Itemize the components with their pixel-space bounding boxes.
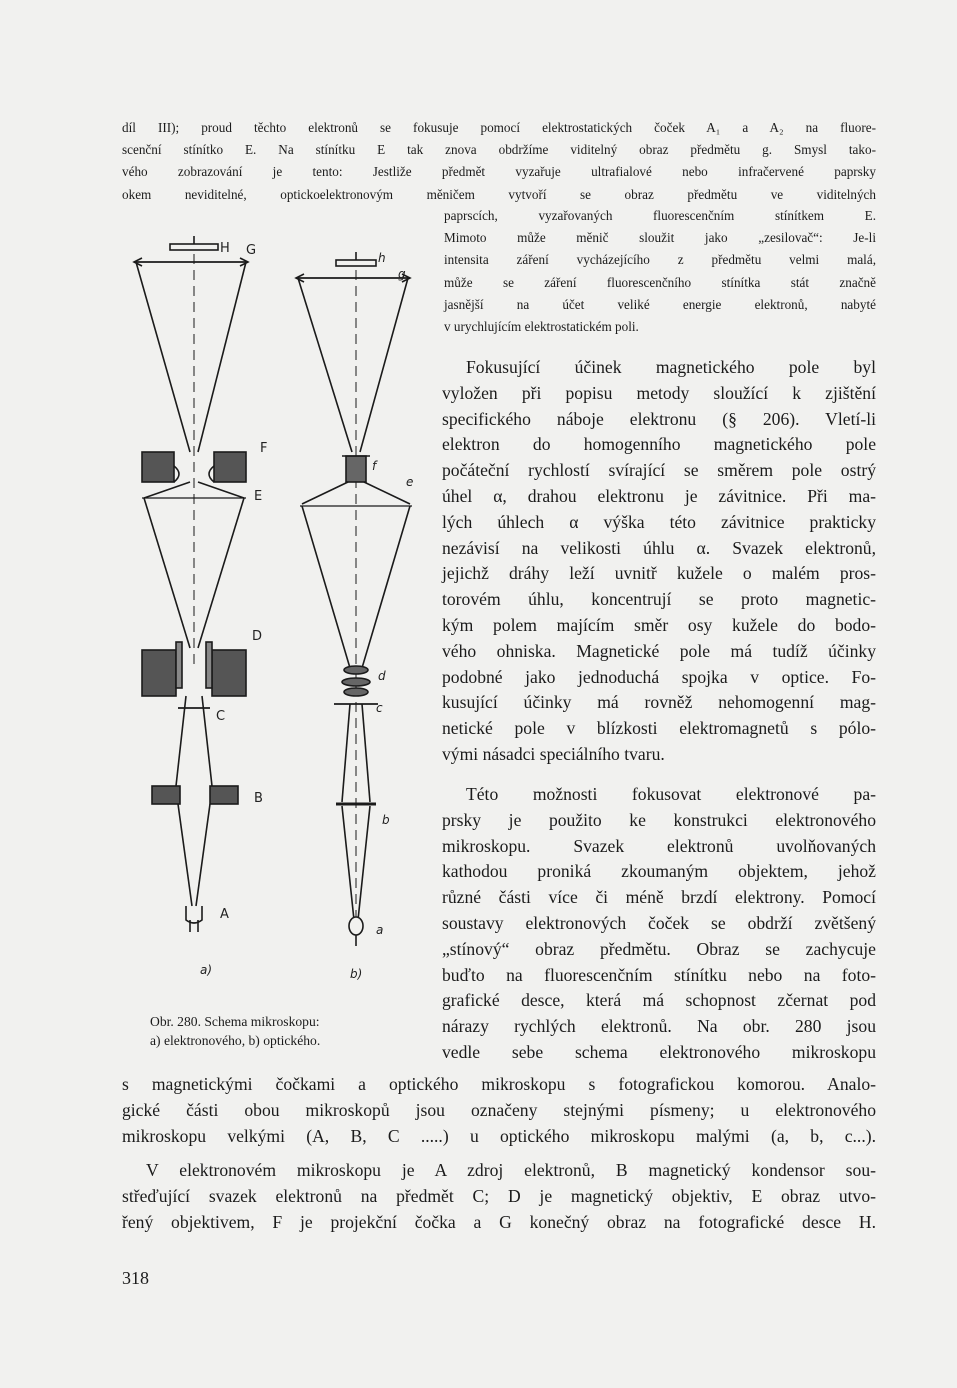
text-line: kým polem majícím směr osy kužele do bodo- <box>442 614 876 635</box>
label-c: c <box>376 701 383 715</box>
objective-lens-D <box>142 642 246 696</box>
label-B: B <box>254 791 263 806</box>
text-line: Mimoto může měnič sloužit jako „zesilovač“: Je-li <box>444 230 876 246</box>
label-e: e <box>406 475 414 489</box>
objective-d <box>342 666 370 696</box>
text-line: v urychlujícím elektrostatickém poli. <box>444 319 639 335</box>
figure-caption <box>150 1012 410 1050</box>
label-subfigure-b: b) <box>350 967 363 981</box>
text-line: jejichž dráhy leží uvnitř kužele o malém pros- <box>442 563 876 584</box>
text-line: může se záření fluorescenčního stínítka stát značně <box>444 274 876 290</box>
label-b: b <box>382 813 390 827</box>
label-C: C <box>216 709 226 724</box>
condenser-B <box>152 786 238 804</box>
text-line: torovém úhlu, koncentrují se proto magnetic- <box>442 589 876 610</box>
text-line: podobné jako jednoduchá spojka v optice. Fo- <box>442 666 876 687</box>
text-line: lých úhlech α výška této závitnice prakticky <box>442 511 876 532</box>
label-A: A <box>220 907 229 922</box>
text-line: řený objektivem, F je projekční čočka a G konečný obraz na fotografické desce H. <box>122 1211 876 1232</box>
text-line: elektron do homogenního magnetického pole <box>442 434 876 455</box>
text-line: kusující účinky má rovněž nehomogenní mag- <box>442 692 876 713</box>
text-line: intensita záření vycházejícího z předmětu velmi malá, <box>444 252 876 268</box>
label-h: h <box>378 251 386 265</box>
text-line: prsky je použito ke konstrukci elektronového <box>442 809 876 830</box>
eyepiece-f <box>342 456 370 482</box>
text-line: netické pole v blízkosti elektromagnetů s pólo- <box>442 718 876 739</box>
text-line: různé části více či méně brzdí elektrony. Pomocí <box>442 887 876 908</box>
text-line: „stínový“ obraz předmětu. Obraz se zachycuje <box>442 938 876 959</box>
text-line: grafické desce, která má schopnost zčernat pod <box>442 990 876 1011</box>
label-f: f <box>372 459 377 473</box>
text-line: díl III); proud těchto elektronů se fokusuje pomocí elektrostatických čoček A₁ a A₂ na fluore- <box>122 120 876 135</box>
label-D: D <box>252 629 263 644</box>
text-line: soustavy elektronových čoček se obdrží zvětšený <box>442 912 876 933</box>
label-F: F <box>260 441 268 456</box>
text-line: úhel α, drahou elektronu je závitnice. Při ma- <box>442 485 876 506</box>
label-G: G <box>246 243 257 258</box>
label-d: d <box>378 669 386 683</box>
converter-paragraph <box>444 205 876 338</box>
text-line: kathodou proniká zkoumaným objektem, jehož <box>442 861 876 882</box>
text-line: vedle sebe schema elektronového mikroskopu <box>442 1041 876 1062</box>
text-line: nezávisí na velikosti úhlu α. Svazek elektronů, <box>442 537 876 558</box>
text-line: mikroskopu velkými (A, B, C .....) u optického mikroskopu malými (a, b, c...). <box>122 1125 876 1146</box>
legend-paragraph <box>122 1158 876 1235</box>
text-line: střeďující svazek elektronů na předmět C; D je magnetický objektiv, E obraz utvo- <box>122 1185 876 1206</box>
text-line: vými násadci speciálního tvaru. <box>442 743 665 764</box>
top-paragraph <box>122 117 876 206</box>
electron-microscope-diagram <box>134 236 248 932</box>
electron-source-A <box>186 906 202 932</box>
label-E: E <box>254 489 263 504</box>
text-line: vyložen při popisu metody sloužící k zjištění <box>442 382 876 403</box>
label-a: a <box>376 923 384 937</box>
page-number: 318 <box>122 1268 149 1288</box>
magnetic-focusing-paragraph <box>442 355 876 768</box>
text-line: okem neviditelné, optickoelektronovým měničem vytvoří se obraz předmětu ve viditelných <box>122 186 876 202</box>
caption-line: a) elektronového, b) optického. <box>150 1033 321 1048</box>
text-line: počáteční rychlostí svírající se směrem pole ostrý <box>442 460 876 481</box>
text-line: vého zobrazování je tento: Jestliže předmět vyzařuje ultrafialové nebo infračervené paprsky <box>122 164 876 180</box>
text-line: mikroskopu. Svazek elektronů uvolňovaných <box>442 835 876 856</box>
text-line: Této možnosti fokusovat elektronové pa- <box>466 784 876 804</box>
text-line: gické části obou mikroskopů jsou označeny stejnými písmeny; u elektronového <box>122 1099 876 1120</box>
label-g: g <box>398 267 406 281</box>
text-line: Fokusující účinek magnetického pole byl <box>466 357 876 377</box>
text-line: specifického náboje elektronu (§ 206). Vletí-li <box>442 408 876 429</box>
text-line: vého ohniska. Magnetické pole má tudíž účinky <box>442 640 876 661</box>
optical-microscope-diagram <box>296 252 412 946</box>
caption-line: Obr. 280. Schema mikroskopu: <box>150 1014 320 1029</box>
text-line: V elektronovém mikroskopu je A zdroj elektronů, B magnetický kondensor sou- <box>146 1160 876 1180</box>
text-line: s magnetickými čočkami a optického mikroskopu s fotografickou komorou. Analo- <box>122 1074 876 1094</box>
label-subfigure-a: a) <box>200 963 213 977</box>
photo-plate-H <box>170 244 218 250</box>
label-H: H <box>220 241 230 256</box>
text-line: paprscích, vyzařovaných fluorescenčním stínítkem E. <box>444 208 876 223</box>
text-line: scenční stínítko E. Na stínítku E tak znova obdržíme viditelný obraz předmětu g. Smysl tako- <box>122 142 876 158</box>
photo-plate-h <box>336 260 376 266</box>
text-line: jasnější na účet veliké energie elektronů, nabyté <box>444 296 876 312</box>
comparison-paragraph <box>122 1072 876 1149</box>
microscope-schematic-figure <box>120 230 430 1020</box>
light-source-a <box>349 917 363 946</box>
text-line: nárazy rychlých elektronů. Na obr. 280 jsou <box>442 1016 876 1037</box>
text-line: buďto na fluorescenčním stínítku nebo na foto- <box>442 964 876 985</box>
microscope-paragraph <box>442 782 876 1066</box>
